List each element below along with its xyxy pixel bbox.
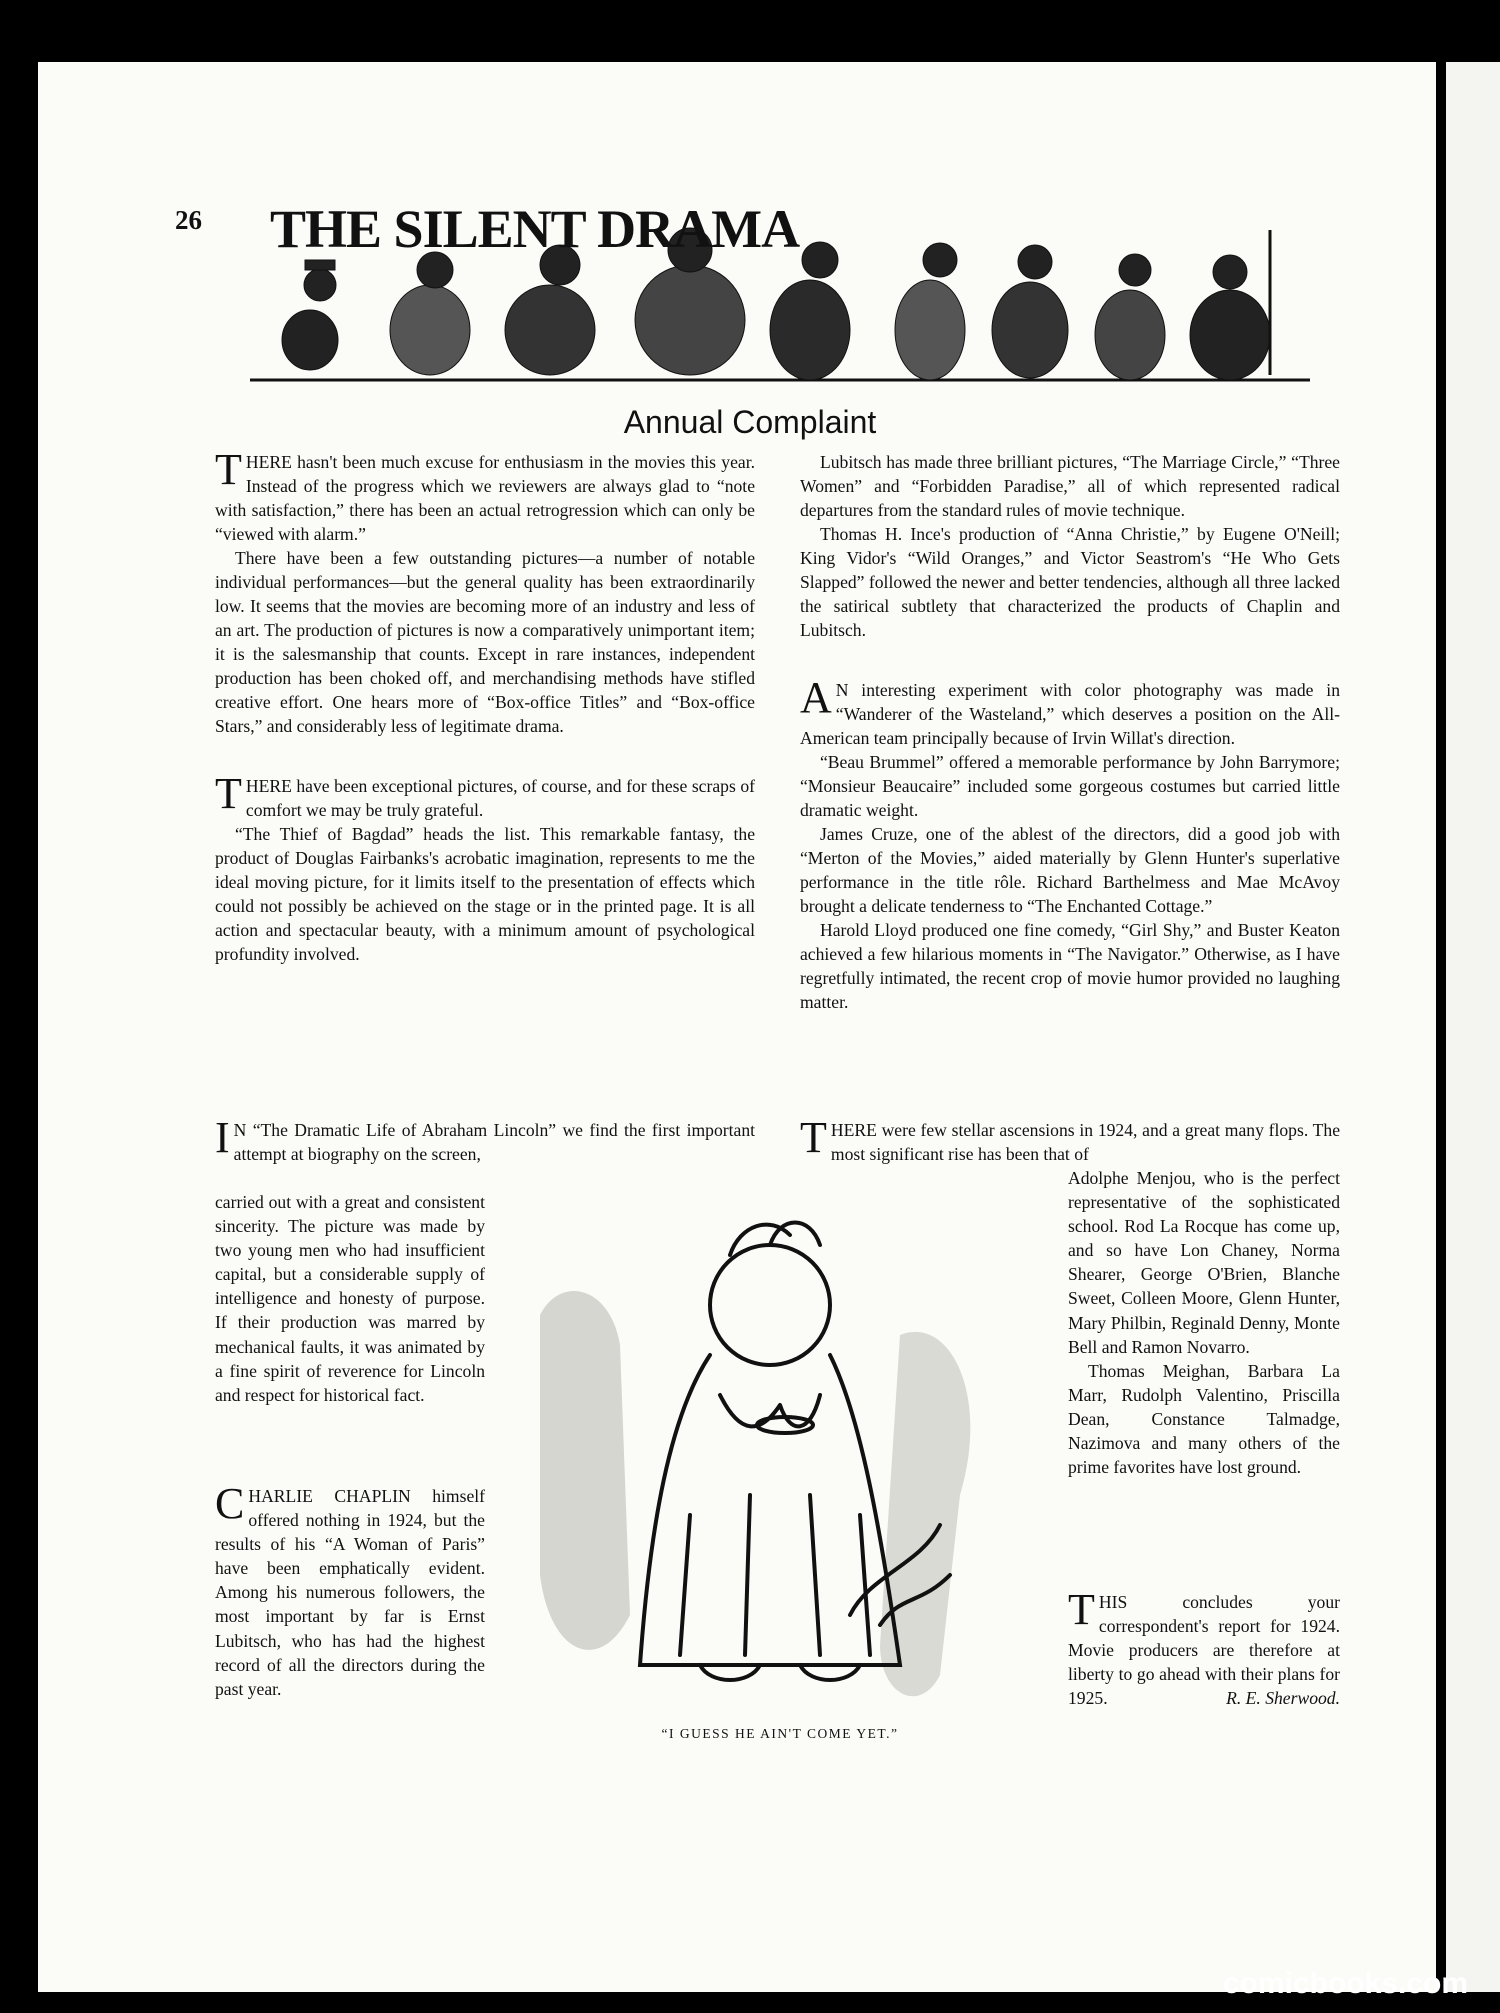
paragraph: James Cruze, one of the ablest of the directors, did a good job with “Merton of the Movies,” aided materially by Glenn Hunter's superlative performance in the title rôle. Richard Barthelmess and Mae McAvoy brought a delicate tenderness to “The Enchanted Cottage.” — [800, 824, 1340, 916]
closing-paragraph: THIS concludes your correspondent's report for 1924. Movie producers are therefore at liberty to go ahead with their plans for 1925. R. E. Sherwood. — [1068, 1590, 1340, 1710]
cartoon-illustration — [520, 1195, 1040, 1735]
page-number: 26 — [175, 205, 202, 235]
paragraph: A N interesting experiment with color photography was made in “Wanderer of the Wasteland,” which deserves a position on the All-American team principally because of Irvin Willat's direction. — [800, 673, 1340, 748]
drop-cap: C — [215, 1479, 245, 1528]
lincoln-paragraph: carried out with a great and consistent sincerity. The picture was made by two young men who had insufficient capital, but a considerable supply of intelligence and honesty of purpose. If their production was marred by mechanical faults, it was animated by a fine spirit of reverence for Lincoln and respect for historical fact. — [215, 1192, 485, 1405]
paragraph: There have been a few outstanding pictures—a number of notable individual performances—but the general quality has been extraordinarily low. It seems that the movies are becoming more of an industry and less of an art. The production of pictures is now a comparatively unimportant item; it is the salesmanship that counts. Except in rare instances, independent production has been choked off, and merchandising methods have stifled creative effort. One hears more of “Box-office Titles” and “Box-office Stars,” and considerably less of legitimate drama. — [215, 548, 755, 736]
stellar-paragraph: Adolphe Menjou, who is the perfect representative of the sophisticated school. Rod La Rocque has come up, and so have Lon Chaney, Norma Shearer, George O'Brien, Blanche Sweet, Colleen Moore, Glenn Hunter, Mary Philbin, Reginald Denny, Monte Bell and Ramon Novarro. Thomas Meighan, Barbara La Marr, Rudolph Valentino, Priscilla Dean, Constance Talmadge, Nazimova and many others of the prime favorites have lost ground. — [1068, 1168, 1340, 1478]
right-column — [800, 450, 1340, 1014]
paragraph: THERE have been exceptional pictures, of course, and for these scraps of comfort we may be truly grateful. — [215, 769, 755, 820]
adjacent-page-edge — [1446, 62, 1500, 1992]
stellar-lead: THERE were few stellar ascensions in 1924, and a great many flops. The most significant rise has been that of — [800, 1113, 1340, 1165]
watermark: comicbooks.com — [1222, 1967, 1468, 2000]
drop-cap: T — [215, 445, 242, 494]
lincoln-lead: I N “The Dramatic Life of Abraham Lincoln” we find the first important attempt at biography on the screen, — [215, 1113, 755, 1165]
author-signature: R. E. Sherwood. — [1226, 1688, 1340, 1709]
paragraph: “Beau Brummel” offered a memorable performance by John Barrymore; “Monsieur Beaucaire” included some gorgeous costumes but carried little dramatic weight. — [800, 752, 1340, 820]
section-banner — [230, 190, 1320, 390]
cartoon-caption: “I GUESS HE AIN'T COME YET.” — [661, 1726, 899, 1741]
drop-cap: T — [215, 769, 242, 818]
chaplin-paragraph: CHARLIE CHAPLIN himself offered nothing in 1924, but the results of his “A Woman of Paris” have been emphatically evident. Among his numerous followers, the most important by far is Ernst Lubitsch, who has had the highest record of all the directors during the past year. — [215, 1479, 485, 1699]
article-title: Annual Complaint — [623, 404, 877, 440]
drop-cap: A — [800, 673, 832, 722]
drop-cap: T — [1068, 1585, 1095, 1634]
banner-title: THE SILENT DRAMA — [270, 199, 800, 259]
drop-cap: I — [215, 1113, 230, 1162]
drop-cap: T — [800, 1113, 827, 1162]
paragraph: “The Thief of Bagdad” heads the list. This remarkable fantasy, the product of Douglas Fairbanks's acrobatic imagination, represents to me the ideal moving picture, for it limits itself to the presentation of effects which could not possibly be achieved on the stage or in the printed page. It is all action and spectacular beauty, with a minimum amount of psychological profundity involved. — [215, 824, 755, 964]
paragraph: Lubitsch has made three brilliant pictures, “The Marriage Circle,” “Three Women” and “Forbidden Paradise,” all of which represented radical departures from the standard rules of movie technique. — [800, 452, 1340, 520]
paragraph: Thomas H. Ince's production of “Anna Christie,” by Eugene O'Neill; King Vidor's “Wild Oranges,” and Victor Seastrom's “He Who Gets Slapped” followed the newer and better tendencies, although all three lacked the satirical subtlety that characterized the products of Chaplin and Lubitsch. — [800, 524, 1340, 640]
paragraph: Harold Lloyd produced one fine comedy, “Girl Shy,” and Buster Keaton achieved a few hilarious moments in “The Navigator.” Otherwise, as I have regretfully intimated, the recent crop of movie humor provided no laughing matter. — [800, 920, 1340, 1012]
left-column — [215, 445, 755, 966]
paragraph: THERE hasn't been much excuse for enthusiasm in the movies this year. Instead of the progress which we reviewers are always glad to “note with satisfaction,” there has been an actual retrogression which can only be “viewed with alarm.” — [215, 445, 755, 544]
